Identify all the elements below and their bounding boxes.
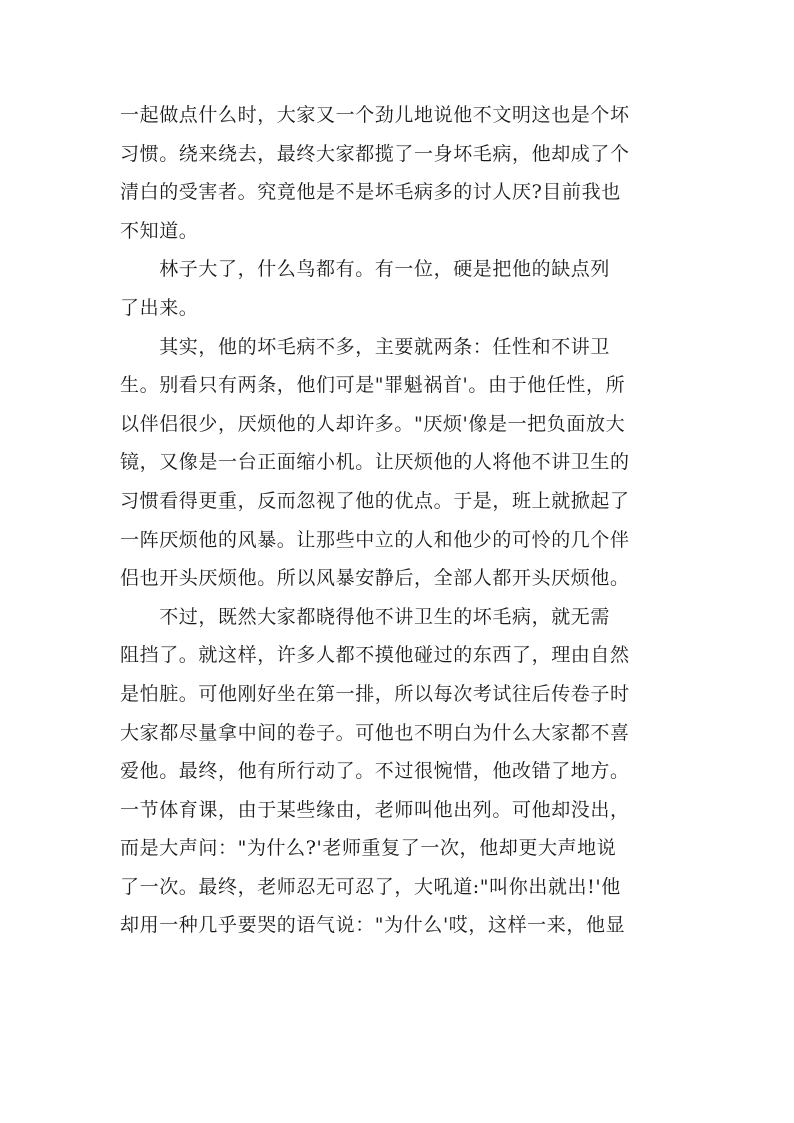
text-line: 习惯看得更重，反而忽视了他的优点。于是，班上就掀起了 <box>120 489 630 512</box>
text-line: 以伴侣很少，厌烦他的人却许多。"厌烦'像是一把负面放大 <box>120 412 626 435</box>
text-line: 是怕脏。可他刚好坐在第一排，所以每次考试往后传卷子时 <box>120 682 630 705</box>
text-line: 了一次。最终，老师忍无可忍了，大吼道:"叫你出就出!'他 <box>120 875 621 898</box>
text-line: 习惯。绕来绕去，最终大家都揽了一身坏毛病，他却成了个 <box>120 142 630 165</box>
text-line: 爱他。最终，他有所行动了。不过很惋惜，他改错了地方。 <box>120 760 630 783</box>
text-line: 镜，又像是一台正面缩小机。让厌烦他的人将他不讲卫生的 <box>120 451 630 474</box>
paragraph-start-line: 不过，既然大家都晓得他不讲卫生的坏毛病，就无需 <box>120 605 611 628</box>
text-line: 大家都尽量拿中间的卷子。可他也不明白为什么大家都不喜 <box>120 721 630 744</box>
text-line: 却用一种几乎要哭的语气说："为什么'哎，这样一来，他显 <box>120 914 626 937</box>
paragraph-start-line: 其实，他的坏毛病不多，主要就两条：任性和不讲卫 <box>120 335 611 358</box>
text-line: 清白的受害者。究竟他是不是坏毛病多的讨人厌?目前我也 <box>120 181 621 204</box>
text-line: 了出来。 <box>120 296 199 319</box>
text-line: 一阵厌烦他的风暴。让那些中立的人和他少的可怜的几个伴 <box>120 528 630 551</box>
text-line: 一起做点什么时，大家又一个劲儿地说他不文明这也是个坏 <box>120 104 630 126</box>
text-line: 一节体育课，由于某些缘由，老师叫他出列。可他却没出， <box>120 798 630 821</box>
text-line: 而是大声问："为什么?'老师重复了一次，他却更大声地说 <box>120 837 617 860</box>
paragraph-start-line: 林子大了，什么鸟都有。有一位，硬是把他的缺点列 <box>120 258 611 281</box>
text-line: 生。别看只有两条，他们可是"罪魁祸首'。由于他任性，所 <box>120 374 626 397</box>
text-line: 阻挡了。就这样，许多人都不摸他碰过的东西了，理由自然 <box>120 644 630 667</box>
text-line: 不知道。 <box>120 219 199 242</box>
document-body <box>120 96 684 945</box>
text-line: 侣也开头厌烦他。所以风暴安静后，全部人都开头厌烦他。 <box>120 567 630 590</box>
